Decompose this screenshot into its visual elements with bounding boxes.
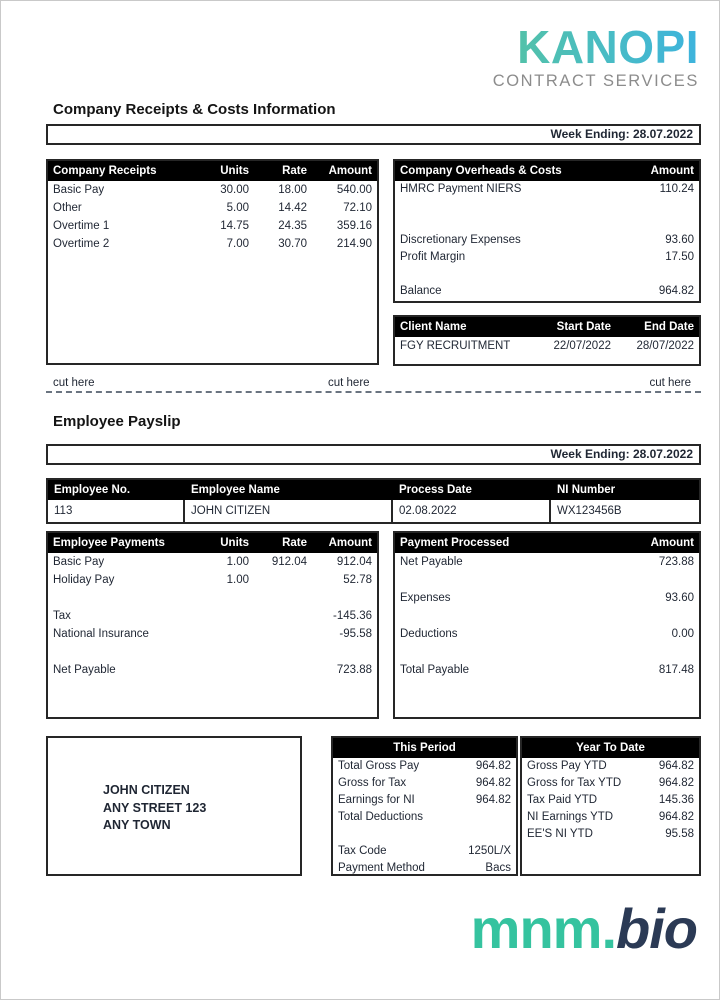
row-amount: 964.82 [658, 285, 694, 297]
row-rate [249, 661, 307, 679]
payslip-week-ending-box: Week Ending: 28.07.2022 [46, 444, 701, 465]
row-units: 5.00 [226, 202, 249, 214]
header-rate: Rate [282, 165, 307, 177]
client-header [395, 317, 699, 337]
row-units: 1.00 [226, 574, 249, 586]
row-label: Balance [400, 285, 442, 297]
row-amount: 93.60 [665, 234, 694, 246]
row-amount: -145.36 [332, 610, 372, 622]
header-this-period: This Period [393, 742, 456, 754]
row-amount: 817.48 [658, 664, 694, 676]
header-end-date: End Date [644, 321, 694, 333]
table-row [48, 199, 377, 217]
row-value: 145.36 [658, 794, 694, 806]
row-value [432, 809, 516, 826]
table-row [333, 860, 516, 877]
header-units: Units [220, 165, 249, 177]
row-label: Total Gross Pay [338, 760, 420, 772]
row-units [189, 661, 249, 679]
header-company-receipts: Company Receipts [53, 165, 157, 177]
row-label: Profit Margin [400, 251, 466, 263]
header-employee-name: Employee Name [191, 484, 280, 496]
row-label: Other [53, 202, 82, 214]
row-value: Bacs [485, 862, 511, 874]
employee-name: JOHN CITIZEN [185, 500, 393, 522]
table-row [395, 661, 699, 679]
address-line: JOHN CITIZEN [103, 783, 190, 797]
row-units: 1.00 [226, 556, 249, 568]
table-row [395, 553, 699, 571]
row-amount: -95.58 [339, 628, 372, 640]
table-row [522, 775, 699, 792]
this-period-header [333, 738, 516, 758]
table-row [48, 235, 377, 253]
row-amount: 214.90 [336, 238, 372, 250]
row-value: 964.82 [475, 777, 511, 789]
row-label: Tax Paid YTD [527, 794, 598, 806]
cut-here-label: cut here [649, 377, 691, 389]
row-label: NI Earnings YTD [527, 811, 614, 823]
table-row [48, 625, 377, 643]
header-rate: Rate [282, 537, 307, 549]
employee-address-box [46, 736, 302, 876]
address-line: ANY STREET 123 [103, 800, 207, 815]
table-row [48, 661, 377, 679]
row-value: 964.82 [658, 760, 694, 772]
row-rate: 18.00 [278, 184, 307, 196]
header-ni-number: NI Number [557, 484, 616, 496]
row-label: National Insurance [53, 628, 149, 640]
blank-row [395, 571, 699, 589]
header-start-date: Start Date [556, 321, 611, 333]
table-row [48, 181, 377, 199]
header-units: Units [220, 537, 249, 549]
row-label: Holiday Pay [53, 574, 115, 586]
row-units [189, 607, 249, 625]
blank-row [395, 198, 699, 215]
table-row [48, 607, 377, 625]
table-row [333, 792, 516, 809]
table-row [333, 843, 516, 860]
row-rate: 912.04 [271, 556, 307, 568]
cut-here-label: cut here [53, 377, 95, 389]
employee-no: 113 [48, 500, 185, 522]
row-value: 964.82 [658, 777, 694, 789]
row-label: Total Payable [400, 664, 470, 676]
row-label: Gross for Tax YTD [527, 777, 622, 789]
row-label: Net Payable [53, 664, 116, 676]
employee-address [103, 782, 300, 835]
row-amount: 52.78 [343, 574, 372, 586]
client-start-date: 22/07/2022 [553, 340, 611, 352]
header-payment-processed: Payment Processed [400, 537, 510, 549]
header-overheads: Company Overheads & Costs [400, 165, 562, 177]
header-process-date: Process Date [399, 484, 472, 496]
footer-brand-green: mnm. [470, 897, 617, 960]
row-units: 30.00 [220, 184, 249, 196]
row-rate [249, 625, 307, 643]
row-units [189, 625, 249, 643]
row-units: 7.00 [226, 238, 249, 250]
table-row [48, 571, 377, 589]
row-label: Tax Code [338, 845, 387, 857]
row-label: EE'S NI YTD [527, 828, 593, 840]
row-label: Discretionary Expenses [400, 234, 521, 246]
cut-here-line [46, 376, 701, 393]
table-row [522, 826, 699, 843]
table-row [395, 283, 699, 300]
row-amount: 72.10 [343, 202, 372, 214]
row-label: Earnings for NI [338, 794, 415, 806]
company-receipts-table [46, 159, 379, 365]
overheads-header [395, 161, 699, 181]
table-row [395, 589, 699, 607]
row-label: Gross Pay YTD [527, 760, 607, 772]
employee-info-row [48, 500, 699, 522]
row-amount: 17.50 [665, 251, 694, 263]
row-rate [249, 607, 307, 625]
company-overheads-table [393, 159, 701, 303]
processed-header [395, 533, 699, 553]
row-amount: 723.88 [336, 664, 372, 676]
row-amount: 93.60 [665, 592, 694, 604]
table-row [395, 181, 699, 198]
row-label: Gross for Tax [338, 777, 407, 789]
blank-row [333, 826, 516, 843]
header-year-to-date: Year To Date [576, 742, 645, 754]
row-rate [249, 571, 307, 589]
table-row [48, 553, 377, 571]
address-line: ANY TOWN [103, 818, 171, 832]
row-label: Overtime 1 [53, 220, 110, 232]
ni-number: WX123456B [557, 505, 622, 517]
row-rate: 14.42 [278, 202, 307, 214]
this-period-table [331, 736, 518, 876]
table-row [522, 758, 699, 775]
company-week-ending-box: Week Ending: 28.07.2022 [46, 124, 701, 145]
blank-row [395, 607, 699, 625]
row-amount: 110.24 [659, 183, 694, 195]
employee-payments-table [46, 531, 379, 719]
client-name: FGY RECRUITMENT [400, 340, 511, 352]
logo-subtitle: CONTRACT SERVICES [492, 72, 699, 90]
header-amount: Amount [650, 165, 694, 177]
employee-info-header [48, 480, 699, 500]
company-section-title: Company Receipts & Costs Information [53, 101, 336, 118]
company-logo [493, 23, 699, 91]
row-label: Tax [53, 610, 71, 622]
row-label: Total Deductions [338, 811, 424, 823]
row-units: 14.75 [220, 220, 249, 232]
client-table [393, 315, 701, 366]
blank-row [395, 215, 699, 232]
logo-wordmark: KANOPI [493, 23, 699, 71]
table-row [522, 792, 699, 809]
row-label: Basic Pay [53, 184, 105, 196]
row-amount: 540.00 [336, 184, 372, 196]
table-row [333, 758, 516, 775]
row-label: Payment Method [338, 862, 425, 874]
row-label: Basic Pay [53, 556, 105, 568]
process-date: 02.08.2022 [393, 500, 551, 522]
row-value: 964.82 [658, 811, 694, 823]
payslip-section-title: Employee Payslip [53, 413, 181, 430]
header-employee-no: Employee No. [54, 484, 131, 496]
table-row [48, 217, 377, 235]
row-label: Net Payable [400, 556, 463, 568]
row-amount: 0.00 [671, 628, 694, 640]
header-employee-payments: Employee Payments [53, 537, 165, 549]
blank-row [395, 643, 699, 661]
header-amount: Amount [328, 165, 372, 177]
blank-row [395, 266, 699, 283]
footer-brand [471, 897, 697, 961]
row-label: Deductions [400, 628, 458, 640]
row-label: Overtime 2 [53, 238, 110, 250]
row-value: 964.82 [475, 760, 511, 772]
row-amount: 912.04 [336, 556, 372, 568]
row-label: HMRC Payment NIERS [400, 183, 522, 195]
table-row [395, 232, 699, 249]
header-client-name: Client Name [400, 321, 467, 333]
row-amount: 723.88 [658, 556, 694, 568]
footer-brand-dark: bio [616, 897, 697, 960]
ytd-header [522, 738, 699, 758]
row-rate: 24.35 [278, 220, 307, 232]
header-amount: Amount [328, 537, 372, 549]
year-to-date-table [520, 736, 701, 876]
company-receipts-header [48, 161, 377, 181]
payments-header [48, 533, 377, 553]
blank-row [48, 643, 377, 661]
table-row [522, 809, 699, 826]
table-row [395, 249, 699, 266]
employee-info-table [46, 478, 701, 524]
table-row [395, 337, 699, 355]
table-row [333, 809, 516, 826]
client-end-date: 28/07/2022 [636, 340, 694, 352]
row-value: 1250L/X [468, 845, 511, 857]
cut-here-label: cut here [328, 377, 370, 389]
table-row [333, 775, 516, 792]
payment-processed-table [393, 531, 701, 719]
blank-row [48, 589, 377, 607]
row-value: 964.82 [475, 794, 511, 806]
row-rate: 30.70 [278, 238, 307, 250]
row-value: 95.58 [665, 828, 694, 840]
table-row [395, 625, 699, 643]
header-amount: Amount [650, 537, 694, 549]
row-label: Expenses [400, 592, 451, 604]
row-amount: 359.16 [336, 220, 372, 232]
